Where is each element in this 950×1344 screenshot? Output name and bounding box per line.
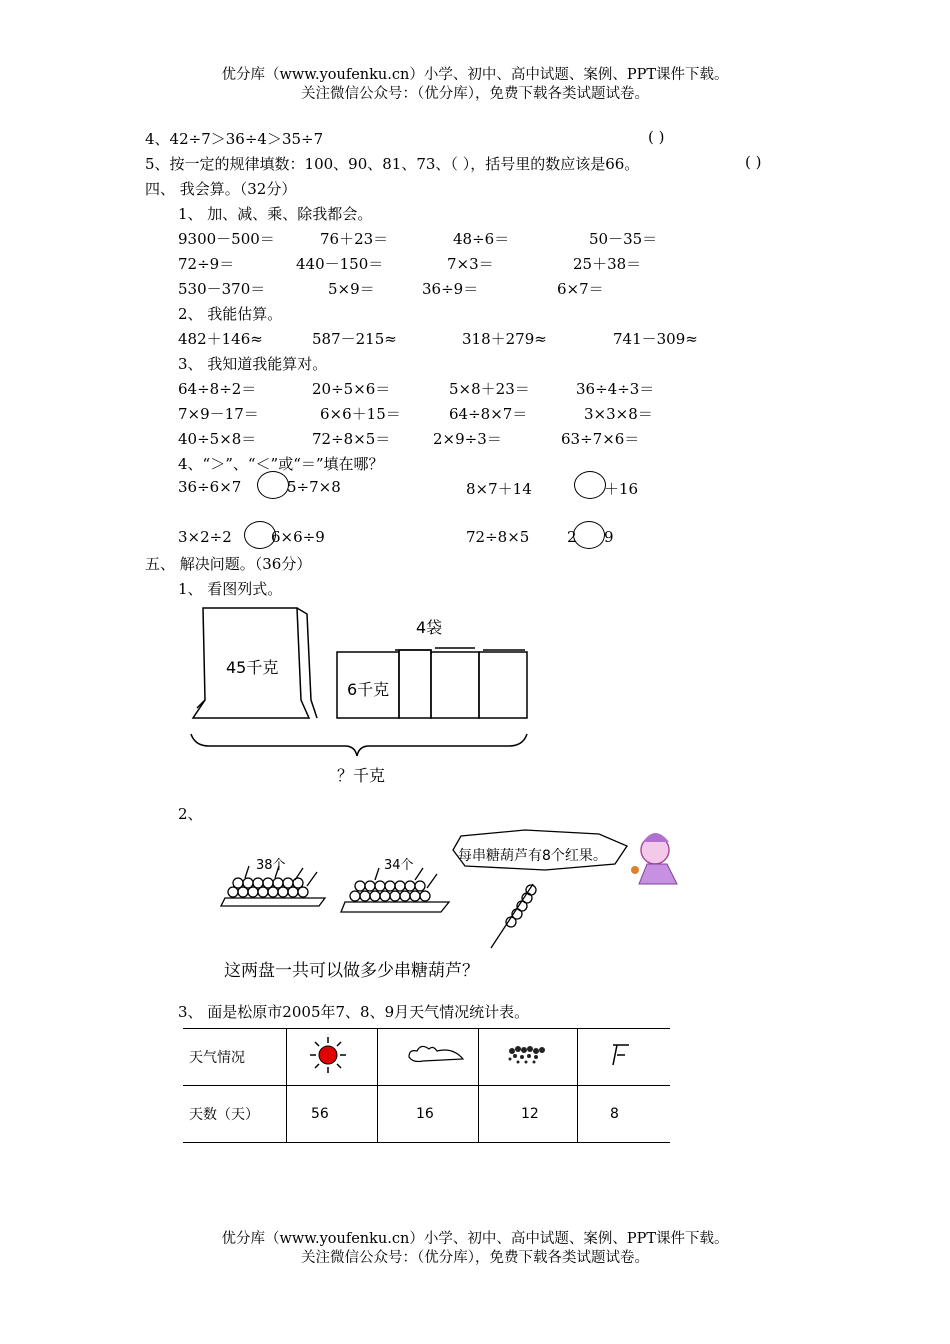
sun-icon [300,1035,360,1075]
wind-icon [605,1035,655,1075]
section4-part1-title: 1、 加、减、乘、除我都会。 [178,205,373,223]
days-sunny: 56 [287,1086,378,1143]
calc-item: 50－35＝ [589,230,658,248]
estimate-item: 587－215≈ [312,330,397,348]
compare-left: 36÷6×7 [178,478,242,496]
footer-line-2: 关注微信公众号：（优分库），免费下载各类试题试卷。 [301,1250,649,1266]
calc-item: 40÷5×8＝ [178,430,257,448]
calc-item: 7×9－17＝ [178,405,259,423]
calc-item: 36÷9＝ [422,280,479,298]
compare-right: 5÷7×8 [287,478,341,496]
calc-item: 3×3×8＝ [584,405,653,423]
rain-icon [502,1035,562,1075]
estimate-item: 482＋146≈ [178,330,263,348]
big-sack-label: 45千克 [226,658,279,677]
calc-item: 72÷9＝ [178,255,235,273]
plate1-count: 38个 [256,858,286,873]
skewer [491,884,536,948]
calc-item: 25＋38＝ [573,255,642,273]
compare-left: 72÷8×5 [466,528,530,546]
calc-item: 6×6＋15＝ [320,405,401,423]
small-bag [431,652,479,718]
header-line-2: 关注微信公众号：（优分库），免费下载各类试题试卷。 [301,86,649,102]
section5-q2-title: 2、 [178,805,203,823]
judge-q5-paren[interactable]: ( ) [745,153,762,171]
weather-table [183,1028,670,1143]
calc-item: 530－370＝ [178,280,266,298]
cloud-icon [403,1035,473,1075]
estimate-item: 318＋279≈ [462,330,547,348]
section4-part2-title: 2、 我能估算。 [178,305,283,323]
calc-item: 20÷5×6＝ [312,380,391,398]
judge-q4: 4、42÷7＞36÷4＞35÷7 [145,130,324,148]
days-cloudy: 16 [378,1086,479,1143]
bubble-text: 每串糖葫芦有8个红果。 [458,848,607,864]
compare-circle[interactable] [257,471,289,499]
calc-item: 5×9＝ [328,280,375,298]
calc-item: 2×9÷3＝ [433,430,502,448]
calc-item: 76＋23＝ [320,230,389,248]
calc-item: 7×3＝ [447,255,494,273]
compare-circle[interactable] [573,521,605,549]
table-header-label: 天气情况 [183,1029,287,1086]
section5-q1-title: 1、 看图列式。 [178,580,283,598]
section5-q3-title: 3、 面是松原市2005年7、8、9月天气情况统计表。 [178,1003,530,1021]
section5-title: 五、 解决问题。（36分） [145,555,312,573]
fairy-icon [631,833,677,884]
calc-item: 9300－500＝ [178,230,275,248]
estimate-item: 741－309≈ [613,330,698,348]
section4-title: 四、 我会算。（32分） [145,180,297,198]
section4-part3-title: 3、 我知道我能算对。 [178,355,328,373]
calc-item: 64÷8÷2＝ [178,380,257,398]
days-rainy: 12 [479,1086,578,1143]
footer-line-1: 优分库（www.youfenku.cn）小学、初中、高中试题、案例、PPT课件下载。 [221,1231,729,1247]
small-bag-label: 6千克 [347,680,390,699]
compare-left: 3×2÷2 [178,528,232,546]
compare-right: 2 [567,528,577,546]
calc-item: 72÷8×5＝ [312,430,391,448]
plate-2 [341,902,449,912]
compare-left: 8×7＋14 [466,480,532,498]
fig2-question: 这两盘一共可以做多少串糖葫芦？ [224,961,479,981]
compare-circle[interactable] [574,471,606,499]
plate2-count: 34个 [384,858,414,873]
total-label: ？千克 [337,766,386,785]
brace [191,734,527,756]
small-bag [399,650,431,718]
bags-label: 4袋 [416,618,443,637]
compare-right: 9 [604,528,614,546]
calc-item: 63÷7×6＝ [561,430,640,448]
calc-item: 64÷8×7＝ [449,405,528,423]
calc-item: 5×8＋23＝ [449,380,530,398]
days-windy: 8 [578,1086,671,1143]
compare-right: 6×6÷9 [271,528,325,546]
calc-item: 36÷4÷3＝ [576,380,655,398]
plate-1 [221,898,325,906]
judge-q4-paren[interactable]: ( ) [648,128,665,146]
small-bag [479,652,527,718]
header-line-1: 优分库（www.youfenku.cn）小学、初中、高中试题、案例、PPT课件下载。 [221,67,729,83]
table-row-label: 天数（天） [183,1086,287,1143]
compare-right: ＋16 [604,480,639,498]
judge-q5: 5、按一定的规律填数：100、90、81、73、（ ），括号里的数应该是66。 [145,155,640,173]
calc-item: 6×7＝ [557,280,604,298]
section4-part4-title: 4、“＞”、“＜”或“＝”填在哪？ [178,455,384,473]
calc-item: 48÷6＝ [453,230,510,248]
calc-item: 440－150＝ [296,255,384,273]
hawthorn-figure [215,820,715,950]
